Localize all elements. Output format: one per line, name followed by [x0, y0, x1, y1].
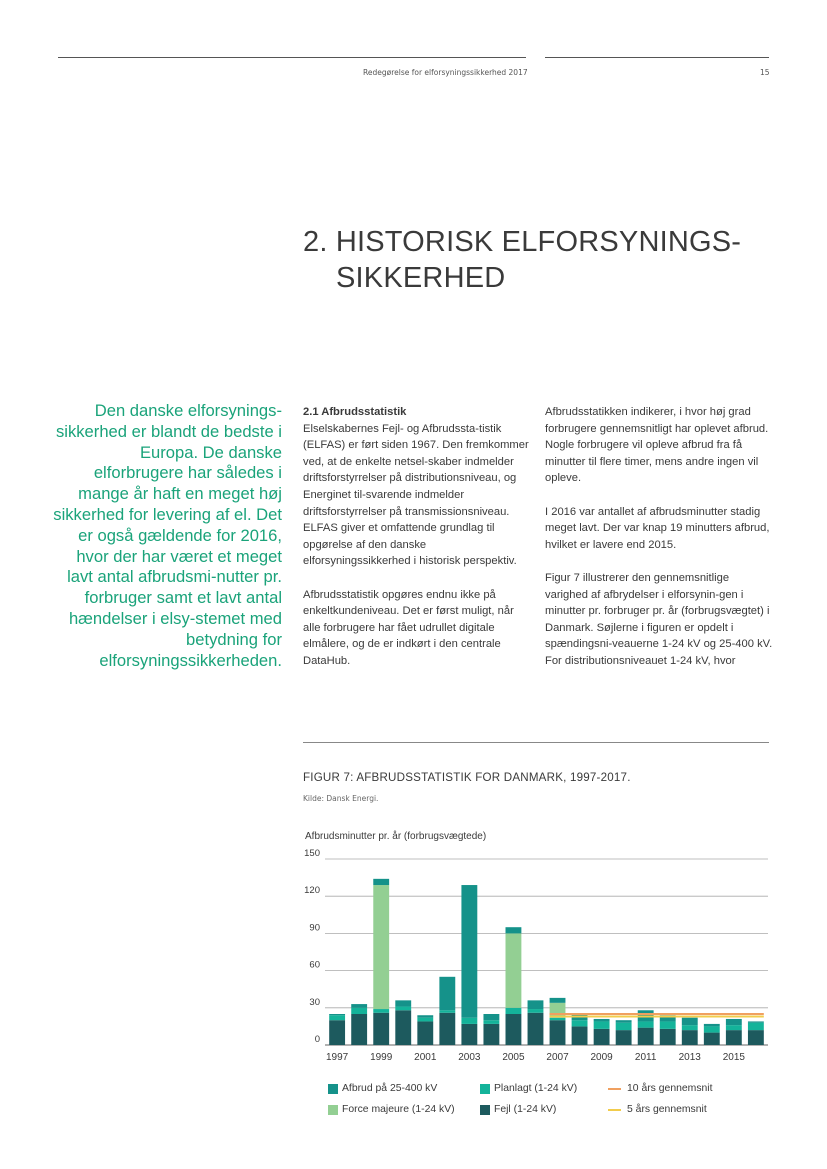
bar-segment — [726, 1019, 742, 1025]
chapter-title-line2: SIKKERHED — [336, 262, 506, 294]
x-tick-label: 2007 — [546, 1052, 569, 1063]
bar-segment — [373, 1013, 389, 1045]
bar-segment — [748, 1030, 764, 1045]
bar-segment — [351, 1008, 367, 1014]
x-tick-label: 1997 — [325, 1052, 349, 1063]
bar-segment — [550, 1020, 566, 1045]
bar-segment — [660, 1029, 676, 1045]
bar-segment — [351, 1014, 367, 1045]
legend-label: Planlagt (1-24 kV) — [494, 1083, 578, 1094]
legend-line-swatch — [608, 1109, 621, 1111]
bar-segment — [682, 1025, 698, 1030]
bar-segment — [483, 1024, 499, 1045]
bar-segment — [506, 1014, 522, 1045]
header-rule-left — [58, 57, 526, 58]
legend-line-swatch — [608, 1088, 621, 1090]
bar-segment — [483, 1014, 499, 1020]
paragraph: Afbrudsstatikken indikerer, i hvor høj grad forbrugere gennemsnitligt har oplevet afbrud. Nogle forbrugere vil opleve afbrud fra få minutter til flere timer, mens andre ingen vil opleve. — [545, 406, 769, 485]
bar-segment — [594, 1021, 610, 1028]
bar-segment — [461, 1018, 477, 1024]
y-tick-label: 90 — [309, 922, 320, 934]
header-rule-right — [545, 57, 769, 58]
legend-item — [608, 1104, 707, 1115]
bar-segment — [329, 1014, 345, 1015]
bar-segment — [748, 1021, 764, 1022]
bar-segment — [726, 1025, 742, 1030]
bar-segment — [550, 1018, 566, 1020]
x-tick-label: 2009 — [590, 1052, 613, 1063]
bar-segment — [395, 1007, 411, 1011]
legend-item — [480, 1104, 556, 1115]
legend-label: Fejl (1-24 kV) — [494, 1104, 557, 1115]
text-column-1 — [303, 404, 533, 686]
legend-color-swatch — [328, 1105, 338, 1115]
bar-segment — [616, 1020, 632, 1022]
bar-segment — [395, 1010, 411, 1045]
page-number: 15 — [760, 68, 770, 77]
bar-segment — [373, 879, 389, 885]
bar-segment — [373, 885, 389, 1009]
running-title: Redegørelse for elforsyningssikkerhed 2017 — [363, 68, 528, 77]
bar-segment — [461, 885, 477, 1018]
y-tick-label: 150 — [304, 848, 320, 859]
bar-segment — [572, 1026, 588, 1045]
legend-item — [328, 1083, 437, 1094]
bar-segment — [638, 1021, 654, 1027]
bar-segment — [528, 1009, 544, 1013]
paragraph: Figur 7 illustrerer den gennemsnitlige varighed af afbrydelser i elforsynin-gen i minutter pr. forbruger pr. år (forbrugsvægtet) i Danmark. Søjlerne i figuren er opdelt i spændingsni-veauerne 1-24 kV og 25-400 kV. For distributionsniveauet 1-24 kV, hvor — [545, 571, 773, 667]
bar-segment — [550, 998, 566, 1003]
bar-segment — [594, 1019, 610, 1021]
legend-color-swatch — [480, 1084, 490, 1094]
bar-segment — [660, 1021, 676, 1028]
bar-segment — [638, 1028, 654, 1045]
y-axis-label: Afbrudsminutter pr. år (forbrugsvægtede) — [305, 831, 487, 842]
bar-segment — [506, 933, 522, 1007]
x-tick-label: 2013 — [678, 1052, 701, 1063]
bar-segment — [682, 1030, 698, 1045]
chart-legend — [328, 1083, 788, 1123]
paragraph: I 2016 var antallet af afbrudsminutter stadig meget lavt. Der var knap 19 minutters afbrud, hvilket er lavere end 2015. — [545, 505, 770, 551]
bar-segment — [439, 977, 455, 1010]
x-tick-label: 2011 — [634, 1052, 657, 1063]
bar-segment — [506, 1008, 522, 1014]
bar-segment — [572, 1020, 588, 1026]
figure-rule — [303, 742, 769, 743]
legend-label: Force majeure (1-24 kV) — [342, 1104, 455, 1115]
bar-segment — [506, 927, 522, 933]
bar-segment — [483, 1020, 499, 1024]
legend-item — [480, 1083, 577, 1094]
bar-segment — [748, 1023, 764, 1030]
x-tick-label: 2001 — [414, 1052, 437, 1063]
bar-segment — [528, 1000, 544, 1009]
x-tick-label: 1999 — [370, 1052, 393, 1063]
outage-chart — [295, 820, 775, 1075]
bar-segment — [704, 1026, 720, 1032]
bar-segment — [439, 1010, 455, 1012]
bar-segment — [726, 1030, 742, 1045]
bar-segment — [417, 1015, 433, 1017]
pull-quote: Den danske elforsynings-sikkerhed er blandt de bedste i Europa. De danske elforbrugere har således i mange år haft en meget høj sikkerhed for levering af el. Det er også gældende for 2016, hvor der har været et meget lavt antal afbrudsmi-nutter pr. forbruger samt et lavt antal hændelser i elsy-stemet med betydning for elforsyningssikkerheden. — [53, 401, 282, 670]
figure-title: FIGUR 7: AFBRUDSSTATISTIK FOR DANMARK, 1997-2017. — [303, 771, 631, 784]
figure-source: Kilde: Dansk Energi. — [303, 794, 379, 803]
bar-segment — [704, 1024, 720, 1026]
bar-segment — [616, 1023, 632, 1030]
x-tick-label: 2003 — [458, 1052, 481, 1063]
legend-label: Afbrud på 25-400 kV — [342, 1083, 438, 1094]
legend-item — [608, 1083, 712, 1094]
y-tick-label: 0 — [314, 1034, 320, 1045]
legend-label: 10 års gennemsnit — [627, 1083, 713, 1094]
chapter-title — [303, 224, 783, 296]
text-column-2 — [545, 404, 775, 686]
bar-segment — [439, 1013, 455, 1045]
bar-segment — [616, 1030, 632, 1045]
bar-segment — [395, 1000, 411, 1006]
legend-color-swatch — [328, 1084, 338, 1094]
y-tick-label: 120 — [304, 885, 320, 897]
bar-segment — [373, 1009, 389, 1013]
bar-segment — [682, 1018, 698, 1025]
bar-segment — [461, 1024, 477, 1045]
bar-segment — [417, 1018, 433, 1022]
legend-color-swatch — [480, 1105, 490, 1115]
bar-segment — [329, 1015, 345, 1020]
y-tick-label: 30 — [309, 996, 320, 1008]
bar-segment — [329, 1020, 345, 1045]
legend-label: 5 års gennemsnit — [627, 1104, 707, 1115]
section-heading: 2.1 Afbrudsstatistik — [303, 406, 407, 418]
x-tick-label: 2015 — [722, 1052, 745, 1063]
bar-segment — [351, 1004, 367, 1008]
paragraph: Afbrudsstatistik opgøres endnu ikke på enkeltkundeniveau. Det er først muligt, når alle forbrugere har fået udrullet digitale elmålere, og de er indkørt i den centrale DataHub. — [303, 588, 514, 667]
bar-segment — [528, 1013, 544, 1045]
bar-segment — [417, 1021, 433, 1045]
bar-segment — [704, 1033, 720, 1045]
legend-item — [328, 1104, 455, 1115]
chapter-title-line1: 2. HISTORISK ELFORSYNINGS- — [303, 226, 742, 258]
x-tick-label: 2005 — [502, 1052, 525, 1063]
paragraph: Elselskabernes Fejl- og Afbrudssta-tistik (ELFAS) er ført siden 1967. Den fremkommer ved, at de enkelte netsel-skaber indmelder driftsforstyrrelser på distributionsniveau, og Energinet til-svarende indmelder driftsforstyrrelser på transmissionsniveau. ELFAS giver et omfattende grundlag til opgørelse af den danske elforsyningssikkerhed i historisk perspektiv. — [303, 422, 529, 568]
y-tick-label: 60 — [309, 959, 320, 971]
bar-segment — [594, 1029, 610, 1045]
